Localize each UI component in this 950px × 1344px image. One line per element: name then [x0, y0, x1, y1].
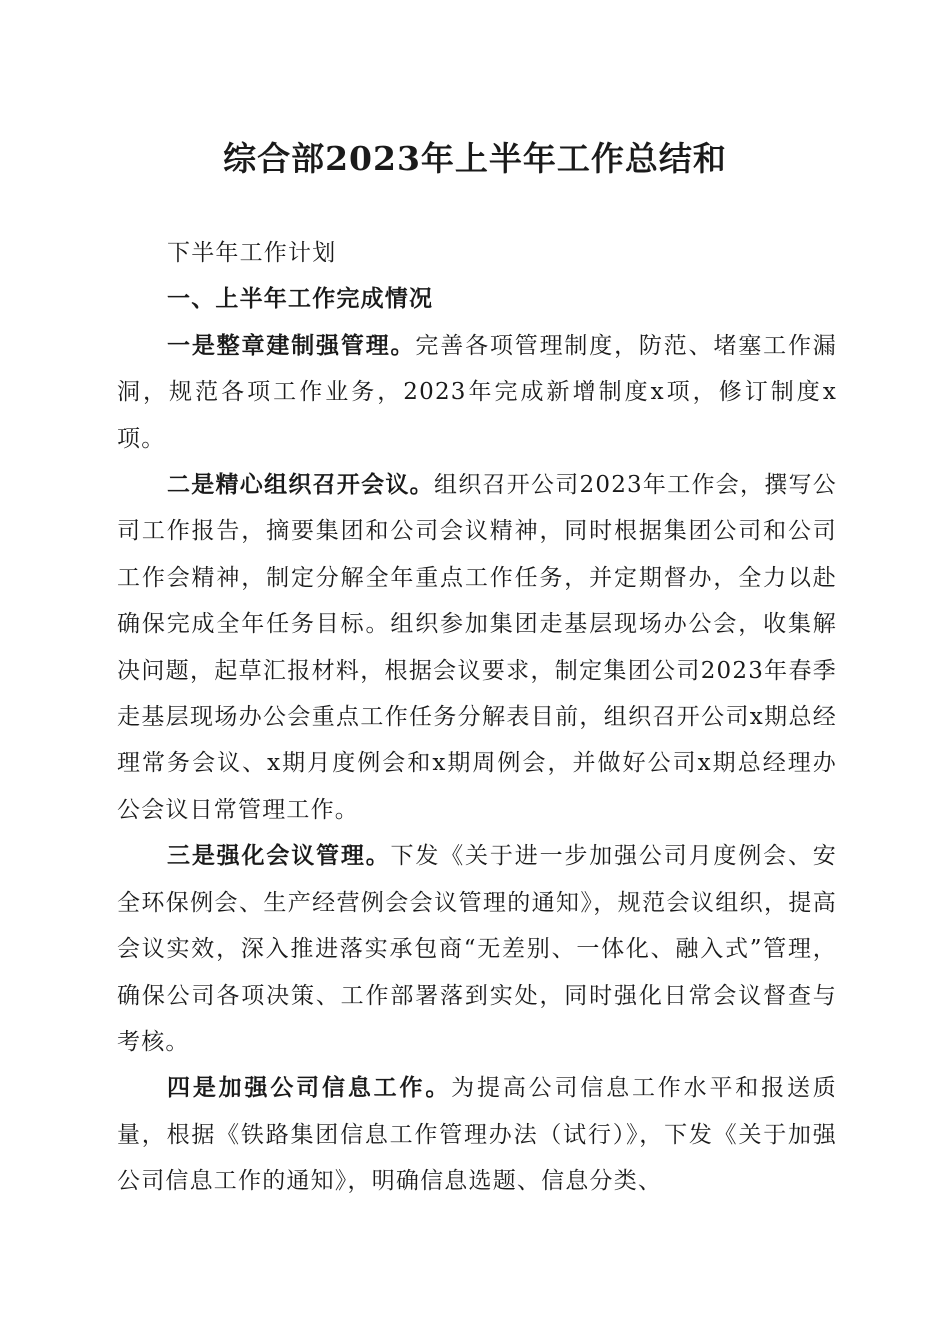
- section-heading: 一、上半年工作完成情况: [167, 286, 434, 313]
- paragraph-item: [117, 323, 837, 462]
- paragraph-lead: 一是整章建制强管理。: [167, 331, 416, 359]
- paragraph-text: 为提高公司信息工作水平和报送质量，根据《铁路集团信息工作管理办法（试行）》，下发《关于加强公司信息工作的通知》，明确信息选题、信息分类、: [117, 1075, 838, 1195]
- paragraph-item: [117, 1065, 837, 1204]
- document-body: [117, 230, 837, 1205]
- paragraph-lead: 三是强化会议管理。: [167, 842, 391, 870]
- paragraph-text: 完善各项管理制度，防范、堵塞工作漏洞，规范各项工作业务，2023年完成新增制度x项，修订制度x项。: [117, 332, 838, 452]
- paragraph-item: [117, 833, 837, 1065]
- paragraph-item: [117, 462, 837, 833]
- paragraph-lead: 二是精心组织召开会议。: [167, 471, 434, 499]
- document-title: 综合部2023年上半年工作总结和: [223, 139, 727, 178]
- paragraph-text: 下发《关于进一步加强公司月度例会、安全环保例会、生产经营例会会议管理的通知》，规范会议组织，提高会议实效，深入推进落实承包商“无差别、一体化、融入式”管理，确保公司各项决策、工作部署落到实处，同时强化日常会议督查与考核。: [117, 843, 837, 1055]
- paragraph-text: 组织召开公司2023年工作会，撰写公司工作报告，摘要集团和公司会议精神，同时根据集团公司和公司工作会精神，制定分解全年重点工作任务，并定期督办，全力以赴确保完成全年任务目标。组织参加集团走基层现场办公会，收集解决问题，起草汇报材料，根据会议要求，制定集团公司2023年春季走基层现场办公会重点工作任务分解表目前，组织召开公司x期总经理常务会议、x期月度例会和x期周例会，并做好公司x期总经理办公会议日常管理工作。: [117, 472, 837, 823]
- paragraph-lead: 四是加强公司信息工作。: [167, 1074, 452, 1102]
- title-continuation-line: 下半年工作计划: [167, 240, 337, 266]
